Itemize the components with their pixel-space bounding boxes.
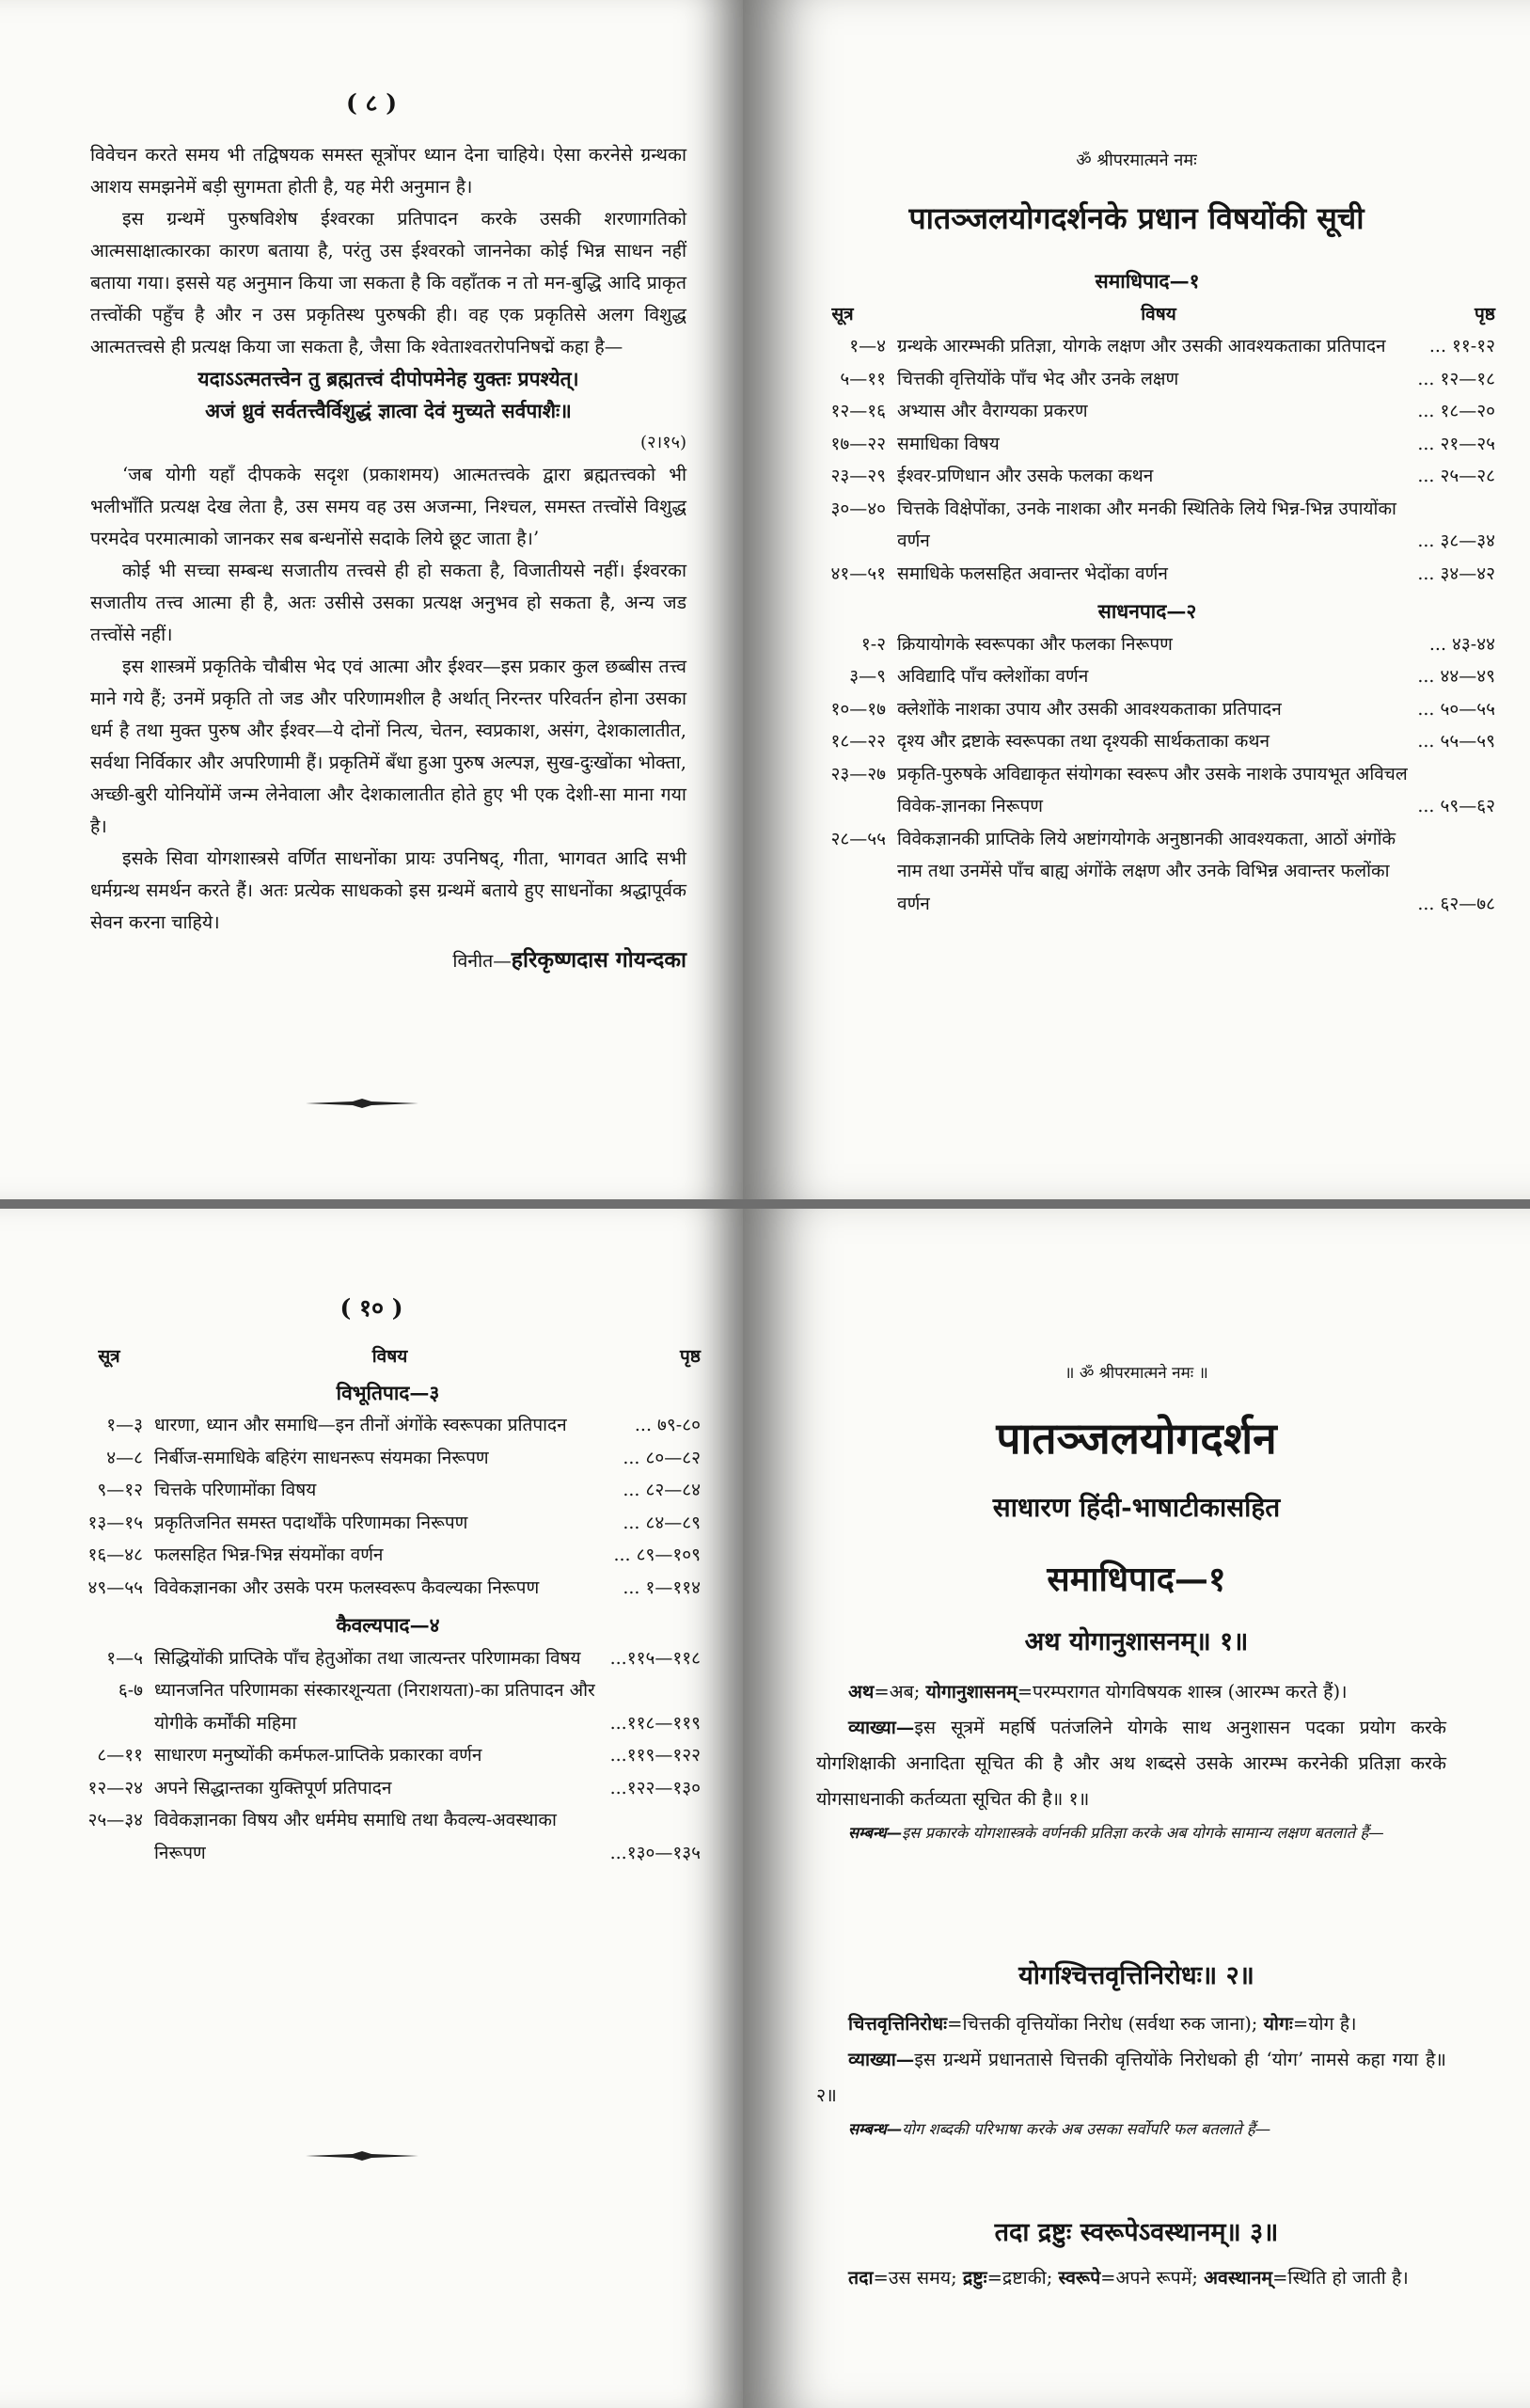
gloss-word: स्वरूपे bbox=[1058, 2267, 1101, 2289]
topic: प्रकृति-पुरुषके अविद्याकृत संयोगका स्वरूप और उसके नाशके उपायभूत अविचल विवेक-ज्ञानका निरूपण bbox=[897, 763, 1408, 816]
table-row bbox=[75, 1739, 701, 1772]
vyakhya bbox=[816, 1710, 1446, 1817]
topic: ग्रन्थके आरम्भकी प्रतिज्ञा, योगके लक्षण और उसकी आवश्यकताका प्रतिपादन bbox=[897, 336, 1386, 356]
table-row bbox=[75, 1674, 701, 1739]
page-title: पातञ्जलयोगदर्शनके प्रधान विषयोंकी सूची bbox=[908, 200, 1364, 236]
sutra-range: १०—१७ bbox=[830, 698, 886, 720]
section-heading: साधनपाद—२ bbox=[1097, 599, 1197, 623]
contents-table bbox=[75, 1340, 701, 1869]
page-range: ... ६२—७८ bbox=[1417, 893, 1495, 914]
vyakhya-label: व्याख्या— bbox=[848, 2049, 915, 2070]
sutra-range: ९—१२ bbox=[97, 1480, 143, 1500]
topic: दृश्य और द्रष्टाके स्वरूपका तथा दृश्यकी सार्थकताका कथन bbox=[897, 731, 1270, 752]
sutra-range: ४—८ bbox=[106, 1447, 143, 1468]
gloss-word: योगानुशासनम् bbox=[925, 1681, 1017, 1703]
sutra-range: १२—२४ bbox=[87, 1777, 143, 1798]
sutra-range: १३—१५ bbox=[87, 1512, 143, 1533]
section-heading: कैवल्यपाद—४ bbox=[336, 1613, 440, 1637]
table-row bbox=[75, 1539, 701, 1572]
topic: ध्यानजनित परिणामका संस्कारशून्यता (निराशयता)-का प्रतिपादन और योगीके कर्मोंकी महिमा bbox=[154, 1680, 595, 1734]
sutra-1: अथ योगानुशासनम्॥ १॥ bbox=[1024, 1627, 1249, 1656]
table-row bbox=[799, 693, 1495, 726]
sambandh bbox=[816, 2114, 1446, 2146]
table-header bbox=[799, 298, 1495, 331]
sutra-range: १—४ bbox=[849, 336, 886, 356]
table-row bbox=[799, 660, 1495, 693]
signature-prefix: विनीत— bbox=[452, 950, 512, 972]
ornament-divider bbox=[306, 1099, 418, 1108]
gloss-meaning: =अपने रूपमें; bbox=[1100, 2267, 1198, 2289]
table-row bbox=[799, 823, 1495, 921]
page-10 bbox=[0, 1209, 743, 2408]
ornament-divider bbox=[306, 2151, 418, 2161]
topic: प्रकृतिजनित समस्त पदार्थोंके परिणामका निरूपण bbox=[154, 1512, 468, 1533]
gloss-word: अवस्थानम् bbox=[1204, 2267, 1273, 2289]
page-11 bbox=[743, 1209, 1530, 2408]
paragraph: विवेचन करते समय भी तद्विषयक समस्त सूत्रोंपर ध्यान देना चाहिये। ऐसा करनेसे ग्रन्थका आशय समझनेमें बड़ी सुगमता होती है, यह मेरी अनुमान है। bbox=[90, 144, 686, 198]
topic: सिद्धियोंकी प्राप्तिके पाँच हेतुओंका तथा जात्यन्तर परिणामका विषय bbox=[154, 1647, 581, 1669]
page-range: ... ५०—५५ bbox=[1417, 698, 1495, 720]
sutra-3: तदा द्रष्टुः स्वरूपेऽवस्थानम्॥ ३॥ bbox=[994, 2218, 1279, 2247]
vyakhya bbox=[816, 2042, 1446, 2114]
invocation: ॐ श्रीपरमात्मने नमः bbox=[1076, 150, 1197, 170]
sutra-range: २८—५५ bbox=[830, 828, 886, 849]
table-row bbox=[799, 395, 1495, 428]
gloss-meaning: =योग है। bbox=[1292, 2013, 1357, 2035]
page-range: ... ५९—६२ bbox=[1417, 796, 1495, 816]
verse-reference: (२।१५) bbox=[640, 433, 686, 452]
topic: अपने सिद्धान्तका युक्तिपूर्ण प्रतिपादन bbox=[154, 1777, 392, 1798]
page-range: ... ३८—३४ bbox=[1417, 531, 1495, 551]
commentary-3 bbox=[816, 2260, 1446, 2296]
table-row bbox=[75, 1572, 701, 1605]
gloss-meaning: =उस समय; bbox=[873, 2267, 957, 2289]
page-range: ... १—११४ bbox=[623, 1576, 701, 1598]
col-prishth: पृष्ठ bbox=[1475, 303, 1495, 325]
sutra-range: ३—९ bbox=[849, 666, 886, 687]
page-range: ... १८—२० bbox=[1417, 401, 1495, 421]
topic: क्लेशोंके नाशका उपाय और उसकी आवश्यकताका प्रतिपादन bbox=[897, 698, 1282, 720]
gloss-word: तदा bbox=[848, 2267, 874, 2289]
invocation: ॥ ॐ श्रीपरमात्मने नमः ॥ bbox=[1065, 1364, 1208, 1383]
sutra-range: २५—३४ bbox=[87, 1810, 143, 1830]
section-heading: समाधिपाद—१ bbox=[1095, 269, 1200, 293]
page-range: ...१२२—१३० bbox=[609, 1777, 701, 1798]
col-prishth: पृष्ठ bbox=[680, 1346, 701, 1367]
section-heading: विभूतिपाद—३ bbox=[336, 1380, 440, 1404]
topic: क्रियायोगके स्वरूपका और फलका निरूपण bbox=[897, 633, 1173, 655]
table-row bbox=[75, 1804, 701, 1869]
table-row bbox=[75, 1474, 701, 1507]
gloss bbox=[816, 2260, 1446, 2296]
sambandh-label: सम्बन्ध— bbox=[848, 1824, 903, 1842]
topic: समाधिका विषय bbox=[897, 433, 1000, 454]
topic: साधारण मनुष्योंकी कर्मफल-प्राप्तिके प्रकारका वर्णन bbox=[154, 1745, 482, 1766]
verse-line: अजं ध्रुवं सर्वतत्त्वैर्विशुद्धं ज्ञात्वा देवं मुच्यते सर्वपाशैः॥ bbox=[205, 399, 572, 422]
sutra-range: ३०—४० bbox=[830, 498, 886, 519]
page-range: ...११५—११८ bbox=[609, 1647, 701, 1669]
section-heading: समाधिपाद—१ bbox=[1047, 1560, 1226, 1599]
sambandh bbox=[816, 1817, 1446, 1849]
topic: निर्बीज-समाधिके बहिरंग साधनरूप संयमका निरूपण bbox=[154, 1447, 489, 1468]
col-sutra: सूत्र bbox=[98, 1346, 120, 1367]
paragraph: इस शास्त्रमें प्रकृतिके चौबीस भेद एवं आत्मा और ईश्वर—इस प्रकार कुल छब्बीस तत्त्व माने गये हैं; उनमें प्रकृति तो जड और परिणामशील है अर्थात् निरन्तर परिवर्तन होना उसका धर्म है तथा मुक्त पुरुष और ईश्वर—ये दोनों नित्य, चेतन, स्वप्रकाश, असंग, देशकालातीत, सर्वथा निर्विकार और अपरिणामी हैं। प्रकृतिमें बँधा हुआ पुरुष अल्पज्ञ, सुख-दुःखोंका भोक्ता, अच्छी-बुरी योनियोंमें जन्म लेनेवाला और देशकालातीत होते हुए भी एक देशी-सा माना गया है। bbox=[90, 656, 686, 837]
sutra-range: १८—२२ bbox=[830, 731, 886, 752]
topic: अभ्यास और वैराग्यका प्रकरण bbox=[897, 401, 1088, 421]
gloss-meaning: =स्थिति हो जाती है। bbox=[1272, 2267, 1409, 2289]
topic: चित्तके विक्षेपोंका, उनके नाशका और मनकी स्थितिके लिये भिन्न-भिन्न उपायोंका वर्णन bbox=[897, 498, 1396, 551]
page-range: ... २५—२८ bbox=[1417, 466, 1495, 486]
page-range: ... ३४—४२ bbox=[1417, 562, 1495, 584]
sutra-2: योगश्चित्तवृत्तिनिरोधः॥ २॥ bbox=[1018, 1961, 1254, 1990]
gloss-word: योगः bbox=[1263, 2013, 1293, 2035]
page-range: ... १२—१८ bbox=[1417, 368, 1495, 389]
gloss-meaning: =द्रष्टाकी; bbox=[986, 2267, 1053, 2289]
sutra-range: ४१—५१ bbox=[830, 562, 886, 584]
page-range: ... ८४—८९ bbox=[623, 1512, 701, 1533]
gloss-meaning: =परम्परागत योगविषयक शास्त्र (आरम्भ करते हैं)। bbox=[1017, 1681, 1348, 1703]
sutra-range: १—५ bbox=[106, 1647, 143, 1669]
gloss-word: चित्तवृत्तिनिरोधः bbox=[848, 2013, 948, 2035]
sutra-range: १७—२२ bbox=[830, 433, 886, 454]
col-vishay: विषय bbox=[371, 1346, 408, 1367]
paragraph: ‘जब योगी यहाँ दीपकके सदृश (प्रकाशमय) आत्मतत्त्वके द्वारा ब्रह्मतत्त्वको भी भलीभाँति प्रत्यक्ष देख लेता है, उस समय वह उस अजन्मा, निश्चल, समस्त तत्त्वोंसे विशुद्ध परमदेव परमात्माको जानकर सब बन्धनोंसे सदाके लिये छूट जाता है।’ bbox=[90, 464, 686, 549]
table-row bbox=[75, 1507, 701, 1540]
table-row bbox=[799, 558, 1495, 591]
sutra-range: ८—११ bbox=[97, 1745, 143, 1766]
book-title: पातञ्जलयोगदर्शन bbox=[996, 1413, 1277, 1464]
verse-line: यदाऽऽत्मतत्त्वेन तु ब्रह्मतत्त्वं दीपोपमेनेह युक्तः प्रपश्येत्। bbox=[197, 367, 579, 390]
page-8 bbox=[0, 0, 743, 1199]
page-number: ( ८ ) bbox=[345, 89, 398, 117]
topic: समाधिके फलसहित अवान्तर भेदोंका वर्णन bbox=[897, 562, 1168, 584]
topic: विवेकज्ञानका और उसके परम फलस्वरूप कैवल्यका निरूपण bbox=[154, 1576, 540, 1598]
preface-body bbox=[90, 139, 686, 977]
contents-table bbox=[799, 265, 1495, 920]
page-range: ... ५५—५९ bbox=[1417, 731, 1495, 752]
paragraph: कोई भी सच्चा सम्बन्ध सजातीय तत्त्वसे ही हो सकता है, विजातीयसे नहीं। ईश्वरका सजातीय तत्त्व आत्मा ही है, अतः उसीसे उसका प्रत्यक्ष अनुभव हो सकता है, अन्य जड तत्त्वोंसे नहीं। bbox=[90, 560, 686, 645]
table-row bbox=[799, 460, 1495, 493]
sutra-range: २३—२९ bbox=[830, 466, 886, 486]
vyakhya-text: इस सूत्रमें महर्षि पतंजलिने योगके साथ अनुशासन पदका प्रयोग करके योगशिक्षाकी अनादिता सूचित की है और अथ शब्दसे उसके आरम्भ करनेकी प्रतिज्ञा करके योगसाधनाकी कर्तव्यता सूचित की है॥ १॥ bbox=[816, 1717, 1446, 1810]
paragraph: इसके सिवा योगशास्त्रसे वर्णित साधनोंका प्रायः उपनिषद्, गीता, भागवत आदि सभी धर्मग्रन्थ समर्थन करते हैं। अतः प्रत्येक साधकको इस ग्रन्थमें बताये हुए साधनोंका श्रद्धापूर्वक सेवन करना चाहिये। bbox=[90, 848, 686, 933]
table-row bbox=[75, 1642, 701, 1675]
gloss bbox=[816, 1674, 1446, 1710]
table-row bbox=[799, 758, 1495, 823]
topic: धारणा, ध्यान और समाधि—इन तीनों अंगोंके स्वरूपका प्रतिपादन bbox=[154, 1415, 567, 1435]
sambandh-text: इस प्रकारके योगशास्त्रके वर्णनकी प्रतिज्ञा करके अब योगके सामान्य लक्षण बतलाते हैं— bbox=[902, 1824, 1384, 1842]
table-row bbox=[799, 628, 1495, 661]
page-range: ... ८०—८२ bbox=[623, 1447, 701, 1468]
topic: चित्तकी वृत्तियोंके पाँच भेद और उनके लक्षण bbox=[897, 368, 1179, 389]
table-row bbox=[799, 363, 1495, 396]
paragraph: इस ग्रन्थमें पुरुषविशेष ईश्वरका प्रतिपादन करके उसकी शरणागतिको आत्मसाक्षात्कारका कारण बताया है, परंतु उस ईश्वरको जाननेका कोई भिन्न साधन नहीं बताया गया। इससे यह अनुमान किया जा सकता है कि वहाँतक न तो मन-बुद्धि आदि प्राकृत तत्त्वोंकी पहुँच है और न उस प्रकृतिस्थ पुरुषकी ही। वह एक प्रकृतिसे अलग विशुद्ध आत्मतत्त्वसे ही प्रत्यक्ष किया जा सकता है, जैसा कि श्वेताश्वतरोपनिषद्में कहा है— bbox=[90, 208, 686, 357]
sutra-range: १—३ bbox=[106, 1415, 143, 1435]
gloss-meaning: =चित्तकी वृत्तियोंका निरोध (सर्वथा रुक जाना); bbox=[947, 2013, 1258, 2035]
topic: चित्तके परिणामोंका विषय bbox=[154, 1480, 317, 1500]
signature bbox=[90, 944, 686, 977]
col-vishay: विषय bbox=[1141, 303, 1176, 325]
sutra-range: ४९—५५ bbox=[87, 1576, 143, 1598]
gloss bbox=[816, 2006, 1446, 2042]
topic: विवेकज्ञानकी प्राप्तिके लिये अष्टांगयोगके अनुष्ठानकी आवश्यकता, आठों अंगोंके नाम तथा उनमेंसे पाँच बाह्य अंगोंके लक्षण और उनके विभिन्न अवान्तर फलोंका वर्णन bbox=[897, 828, 1396, 914]
topic: फलसहित भिन्न-भिन्न संयमोंका वर्णन bbox=[154, 1545, 384, 1565]
sutra-range: १-२ bbox=[860, 633, 886, 655]
table-row bbox=[75, 1409, 701, 1442]
gloss-word: अथ bbox=[848, 1681, 875, 1703]
page-range: ... ११-१२ bbox=[1428, 336, 1495, 356]
book-subtitle: साधारण हिंदी-भाषाटीकासहित bbox=[992, 1492, 1281, 1523]
table-row bbox=[799, 330, 1495, 363]
table-row bbox=[799, 725, 1495, 758]
topic: ईश्वर-प्रणिधान और उसके फलका कथन bbox=[897, 466, 1154, 486]
vyakhya-text: इस ग्रन्थमें प्रधानतासे चित्तकी वृत्तियोंके निरोधको ही ‘योग’ नामसे कहा गया है॥ २॥ bbox=[816, 2049, 1446, 2106]
page-range: ... ७९-८० bbox=[634, 1415, 701, 1435]
page-range: ... ८२—८४ bbox=[623, 1480, 701, 1500]
page-range: ...१३०—१३५ bbox=[609, 1842, 701, 1863]
commentary-2 bbox=[816, 2006, 1446, 2146]
sambandh-text: योग शब्दकी परिभाषा करके अब उसका सर्वोपरि फल बतलाते हैं— bbox=[902, 2120, 1271, 2138]
page-range: ... ८९—१०९ bbox=[613, 1545, 701, 1565]
sutra-range: १२—१६ bbox=[830, 401, 886, 421]
sutra-range: ६-७ bbox=[118, 1680, 143, 1701]
table-row bbox=[799, 493, 1495, 558]
table-header bbox=[75, 1340, 701, 1373]
topic: अविद्यादि पाँच क्लेशोंका वर्णन bbox=[897, 666, 1089, 687]
page-range: ... ४३-४४ bbox=[1428, 633, 1495, 655]
page-range: ... २१—२५ bbox=[1417, 433, 1495, 454]
page-9 bbox=[743, 0, 1530, 1199]
gloss-meaning: =अब; bbox=[874, 1681, 921, 1703]
page-range: ...११८—११९ bbox=[609, 1712, 701, 1734]
page-range: ... ४४—४९ bbox=[1417, 666, 1495, 687]
vyakhya-label: व्याख्या— bbox=[848, 1717, 915, 1738]
table-row bbox=[799, 428, 1495, 461]
sutra-range: ५—११ bbox=[840, 368, 886, 389]
sutra-range: १६—४८ bbox=[87, 1545, 143, 1565]
gloss-word: द्रष्टुः bbox=[962, 2267, 987, 2289]
signature-name: हरिकृष्णदास गोयन्दका bbox=[511, 947, 686, 973]
topic: विवेकज्ञानका विषय और धर्ममेघ समाधि तथा कैवल्य-अवस्थाका निरूपण bbox=[154, 1810, 557, 1863]
page-number: ( १० ) bbox=[339, 1294, 403, 1322]
page-range: ...११९—१२२ bbox=[609, 1745, 701, 1766]
commentary-1 bbox=[816, 1674, 1446, 1849]
sambandh-label: सम्बन्ध— bbox=[848, 2120, 903, 2138]
table-row bbox=[75, 1772, 701, 1805]
table-row bbox=[75, 1442, 701, 1475]
sutra-range: २३—२७ bbox=[830, 763, 886, 784]
col-sutra: सूत्र bbox=[831, 303, 854, 325]
